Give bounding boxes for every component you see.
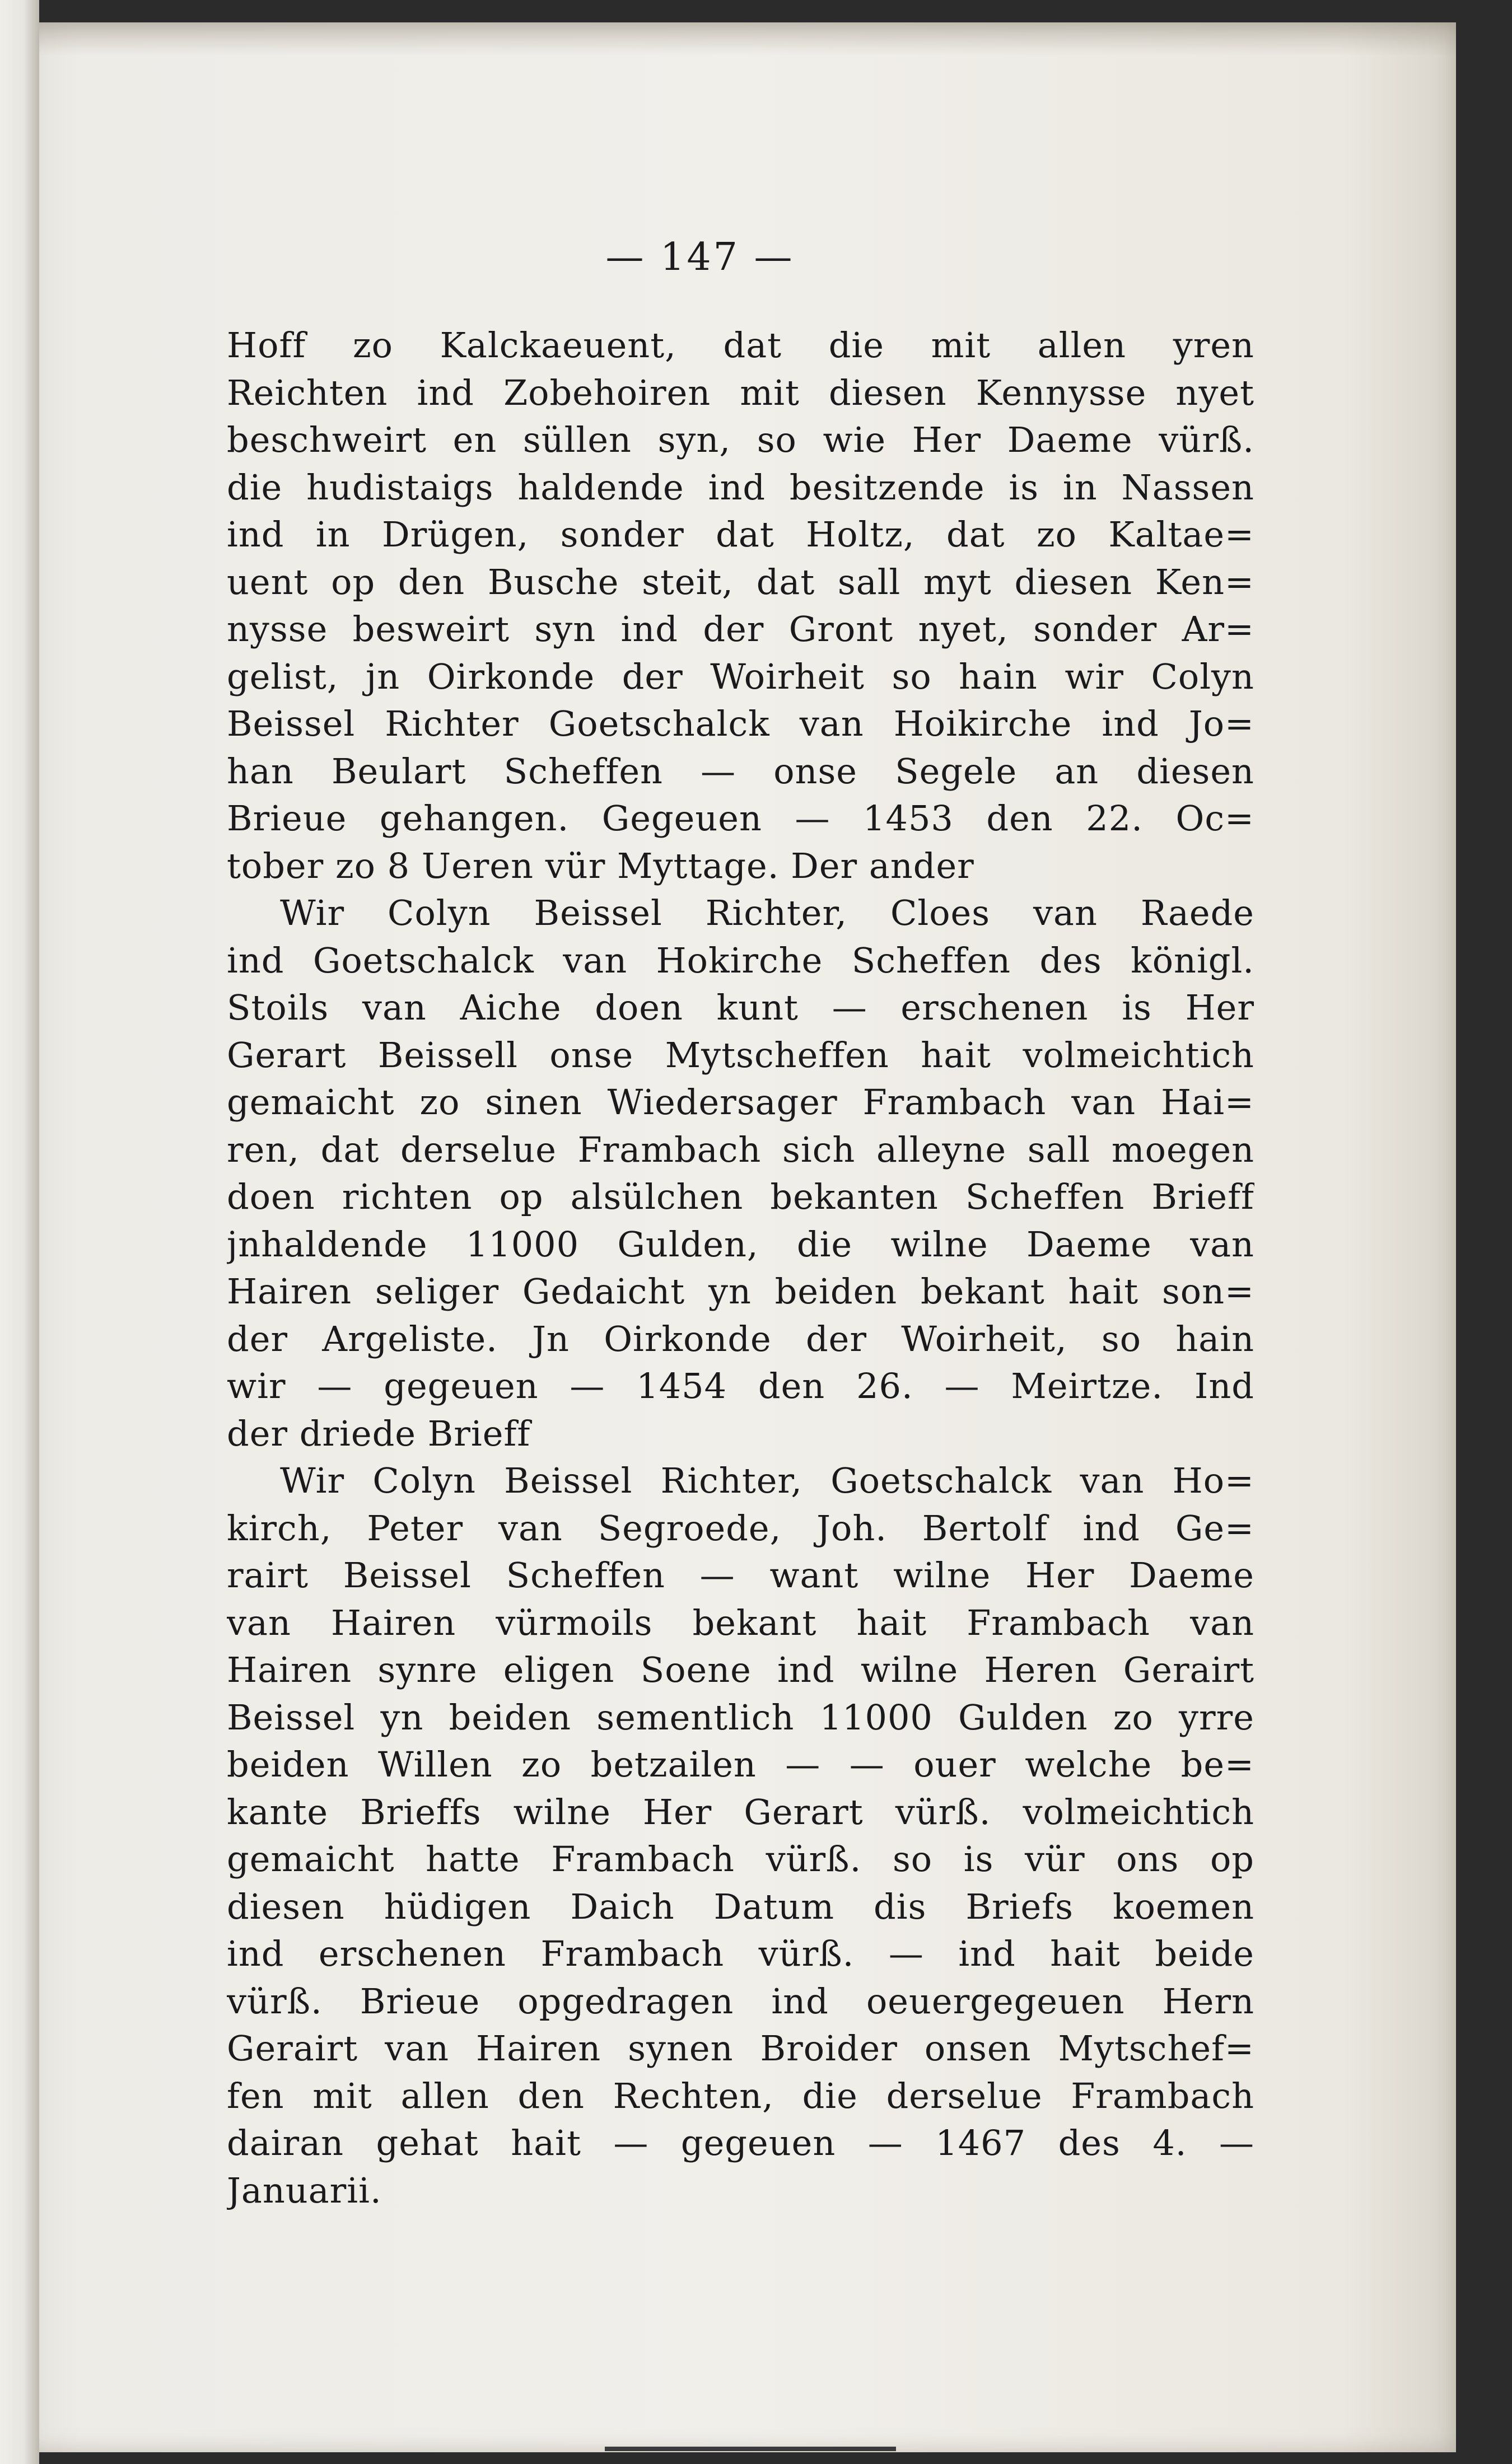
text-line: Beissel yn beiden sementlich 11000 Gulden zo yrre xyxy=(227,1696,1254,1738)
text-line: Gerart Beissell onse Mytscheffen hait volmeichtich xyxy=(227,1034,1254,1076)
text-line: ind Goetschalck van Hokirche Scheffen des königl. xyxy=(227,939,1254,981)
text-line: van Hairen vürmoils bekant hait Frambach van xyxy=(227,1602,1254,1643)
text-line: doen richten op alsülchen bekanten Scheffen Brieff xyxy=(227,1176,1254,1217)
text-line: wir — gegeuen — 1454 den 26. — Meirtze. Ind xyxy=(227,1366,1254,1406)
text-line: Hairen seliger Gedaicht yn beiden bekant hait son= xyxy=(227,1271,1254,1312)
text-line: der Argeliste. Jn Oirkonde der Woirheit, so hain xyxy=(227,1318,1254,1359)
bottom-rule xyxy=(605,2447,896,2451)
text-line: Beissel Richter Goetschalck van Hoikirche ind Jo= xyxy=(227,703,1254,744)
text-line: Wir Colyn Beissel Richter, Cloes van Raede xyxy=(280,892,1254,933)
page-shadow xyxy=(22,22,1456,56)
text-line: uent op den Busche steit, dat sall myt diesen Ken= xyxy=(227,561,1254,602)
text-line: Gerairt van Hairen synen Broider onsen Mytschef= xyxy=(227,2028,1254,2069)
text-line: jnhaldende 11000 Gulden, die wilne Daeme van xyxy=(227,1223,1254,1265)
text-line: diesen hüdigen Daich Datum dis Briefs koemen xyxy=(227,1886,1254,1927)
text-line: Stoils van Aiche doen kunt — erschenen is Her xyxy=(227,987,1254,1028)
text-line: gelist, jn Oirkonde der Woirheit so hain wir Colyn xyxy=(227,656,1254,697)
text-line: Reichten ind Zobehoiren mit diesen Kennysse nyet xyxy=(227,372,1254,413)
text-line: rairt Beissel Scheffen — want wilne Her Daeme xyxy=(227,1555,1254,1596)
text-line: nysse besweirt syn ind der Gront nyet, sonder Ar= xyxy=(227,609,1254,649)
text-line: kante Brieffs wilne Her Gerart vürß. volmeichtich xyxy=(227,1791,1254,1832)
text-line: die hudistaigs haldende ind besitzende is in Nassen xyxy=(227,466,1254,508)
text-line: Wir Colyn Beissel Richter, Goetschalck van Ho= xyxy=(280,1460,1254,1501)
text-line: fen mit allen den Rechten, die derselue Frambach xyxy=(227,2075,1254,2116)
text-line: kirch, Peter van Segroede, Joh. Bertolf ind Ge= xyxy=(227,1507,1254,1549)
text-line: Hoff zo Kalckaeuent, dat die mit allen yren xyxy=(227,325,1254,366)
text-line: han Beulart Scheffen — onse Segele an diesen xyxy=(227,750,1254,792)
text-line: ren, dat derselue Frambach sich alleyne sall moegen xyxy=(227,1129,1254,1170)
text-line: vürß. Brieue opgedragen ind oeuergegeuen Hern xyxy=(227,1980,1254,2022)
text-line: der driede Brieff xyxy=(227,1413,531,1454)
page-number: — 147 — xyxy=(605,235,795,279)
text-line: tober zo 8 Ueren vür Myttage. Der ander xyxy=(227,845,974,886)
body-text xyxy=(227,322,1254,2214)
text-line: Januarii. xyxy=(227,2170,382,2211)
text-line: ind in Drügen, sonder dat Holtz, dat zo Kaltae= xyxy=(227,514,1254,555)
binding-edge xyxy=(0,0,39,2464)
text-line: gemaicht hatte Frambach vürß. so is vür ons op xyxy=(227,1839,1254,1879)
text-line: Brieue gehangen. Gegeuen — 1453 den 22. Oc= xyxy=(227,798,1254,839)
text-line: beiden Willen zo betzailen — — ouer welche be= xyxy=(227,1744,1254,1785)
text-line: ind erschenen Frambach vürß. — ind hait beide xyxy=(227,1933,1254,1974)
text-line: Hairen synre eligen Soene ind wilne Heren Gerairt xyxy=(227,1649,1254,1690)
text-line: dairan gehat hait — gegeuen — 1467 des 4. — xyxy=(227,2122,1254,2163)
text-line: gemaicht zo sinen Wiedersager Frambach van Hai= xyxy=(227,1082,1254,1123)
text-line: beschweirt en süllen syn, so wie Her Daeme vürß. xyxy=(227,419,1254,460)
